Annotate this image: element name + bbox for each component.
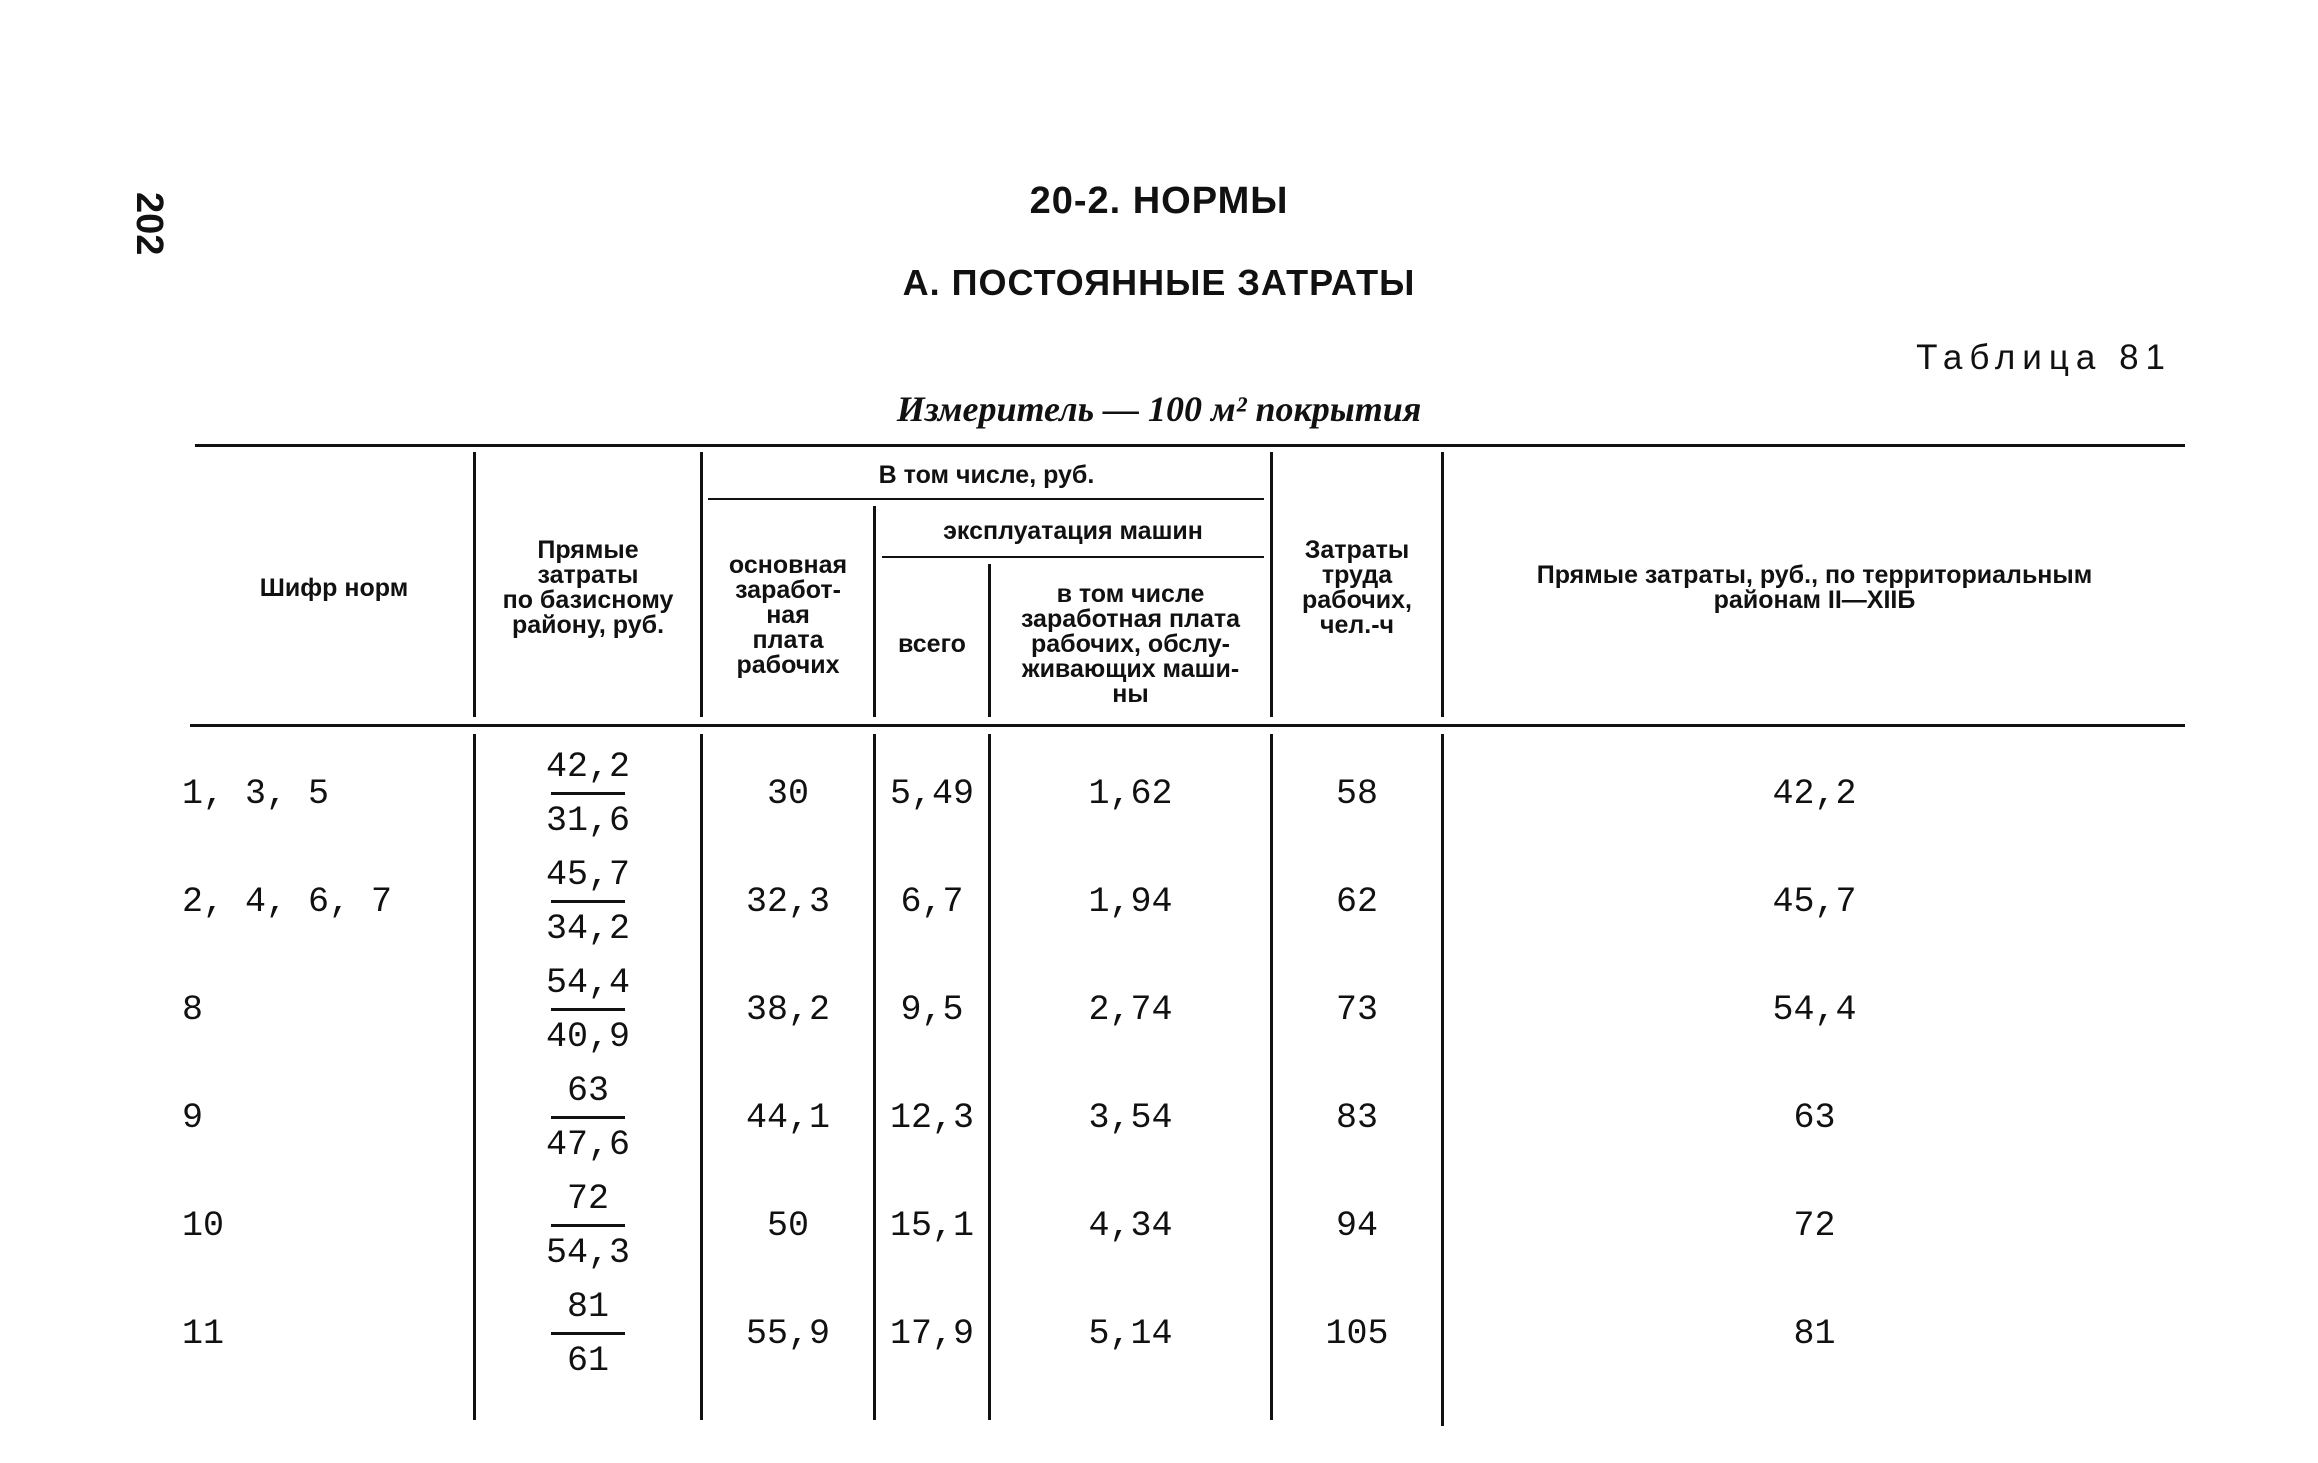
base-wage-cell: 55,9 (745, 1314, 830, 1354)
code-cell: 2, 4, 6, 7 (182, 882, 393, 922)
machine-total-cell: 9,5 (900, 990, 964, 1030)
code-cell: 10 (182, 1206, 225, 1246)
base-wage-cell: 38,2 (745, 990, 830, 1030)
fraction-bar (551, 1224, 625, 1227)
labor-cell: 94 (1335, 1206, 1378, 1246)
territorial-cell: 45,7 (1772, 882, 1857, 922)
fraction-bar (551, 792, 625, 795)
machine-wage-cell: 1,62 (1088, 774, 1173, 814)
header-direct-cost: Прямые затраты по базисному району, руб. (502, 536, 674, 639)
labor-cell: 62 (1335, 882, 1378, 922)
direct-cost-sub: 40,9 (545, 1017, 630, 1057)
header-machine-wage: в том числе заработная плата рабочих, обслу- живающих маши- ны (1020, 579, 1241, 708)
territorial-cell: 42,2 (1772, 774, 1857, 814)
machine-wage-cell: 4,34 (1088, 1206, 1173, 1246)
base-wage-cell: 44,1 (745, 1098, 830, 1138)
fraction-bar (551, 1332, 625, 1335)
header-territorial: Прямые затраты, руб., по территориальным районам II—XIIБ (1536, 561, 2093, 614)
subtitle: А. ПОСТОЯННЫЕ ЗАТРАТЫ (902, 262, 1416, 303)
code-cell: 8 (182, 990, 204, 1030)
base-wage-cell: 30 (766, 774, 809, 814)
fraction-bar (551, 1116, 625, 1119)
direct-cost-fraction (546, 855, 630, 949)
machine-total-cell: 12,3 (889, 1098, 974, 1138)
direct-cost-fraction (546, 747, 630, 841)
direct-cost-sub: 61 (566, 1341, 609, 1381)
header-machine-op: эксплуатация машин (943, 516, 1203, 545)
machine-wage-cell: 5,14 (1088, 1314, 1173, 1354)
machine-wage-cell: 1,94 (1088, 882, 1173, 922)
labor-cell: 58 (1335, 774, 1378, 814)
section-title: 20-2. НОРМЫ (1029, 180, 1289, 222)
labor-cell: 105 (1325, 1314, 1389, 1354)
direct-cost-cell (476, 848, 700, 956)
machine-wage-cell: 2,74 (1088, 990, 1173, 1030)
direct-cost-fraction (546, 963, 630, 1057)
direct-cost-cell (476, 1280, 700, 1388)
labor-cell: 73 (1335, 990, 1378, 1030)
header-code: Шифр норм (259, 573, 409, 602)
table-top-rule (195, 444, 2185, 447)
territorial-cell: 81 (1793, 1314, 1836, 1354)
machine-total-cell: 17,9 (889, 1314, 974, 1354)
base-wage-cell: 32,3 (745, 882, 830, 922)
territorial-cell: 63 (1793, 1098, 1836, 1138)
table-label: Таблица 81 (1916, 338, 2172, 377)
direct-cost-base: 54,4 (545, 963, 630, 1003)
direct-cost-cell (476, 956, 700, 1064)
machine-total-cell: 5,49 (889, 774, 974, 814)
direct-cost-fraction (546, 1179, 630, 1273)
header-labor: Затраты труда рабочих, чел.-ч (1302, 536, 1412, 639)
base-wage-cell: 50 (766, 1206, 809, 1246)
territorial-cell: 72 (1793, 1206, 1836, 1246)
direct-cost-sub: 34,2 (545, 909, 630, 949)
direct-cost-fraction (551, 1287, 625, 1381)
machine-rule (882, 556, 1264, 558)
code-cell: 1, 3, 5 (182, 774, 330, 814)
direct-cost-base: 42,2 (545, 747, 630, 787)
direct-cost-base: 72 (566, 1179, 609, 1219)
header-base-wage: основная заработ- ная плата рабочих (728, 550, 848, 679)
incl-rule (708, 498, 1264, 500)
direct-cost-sub: 31,6 (545, 801, 630, 841)
territorial-cell: 54,4 (1772, 990, 1857, 1030)
code-cell: 9 (182, 1098, 204, 1138)
page-number: 202 (128, 192, 170, 256)
direct-cost-cell (476, 1172, 700, 1280)
direct-cost-base: 45,7 (545, 855, 630, 895)
direct-cost-fraction (546, 1071, 630, 1165)
machine-wage-cell: 3,54 (1088, 1098, 1173, 1138)
machine-total-cell: 15,1 (889, 1206, 974, 1246)
direct-cost-cell (476, 740, 700, 848)
code-cell: 11 (182, 1314, 225, 1354)
fraction-bar (551, 1008, 625, 1011)
direct-cost-base: 81 (566, 1287, 609, 1327)
direct-cost-sub: 47,6 (545, 1125, 630, 1165)
header-incl: В том числе, руб. (878, 460, 1095, 489)
header-machine-total: всего (898, 629, 966, 658)
header-bottom-rule (190, 724, 2185, 727)
direct-cost-sub: 54,3 (545, 1233, 630, 1273)
direct-cost-base: 63 (566, 1071, 609, 1111)
unit-caption: Измеритель — 100 м² покрытия (896, 389, 1422, 429)
direct-cost-cell (476, 1064, 700, 1172)
machine-total-cell: 6,7 (900, 882, 964, 922)
labor-cell: 83 (1335, 1098, 1378, 1138)
fraction-bar (551, 900, 625, 903)
